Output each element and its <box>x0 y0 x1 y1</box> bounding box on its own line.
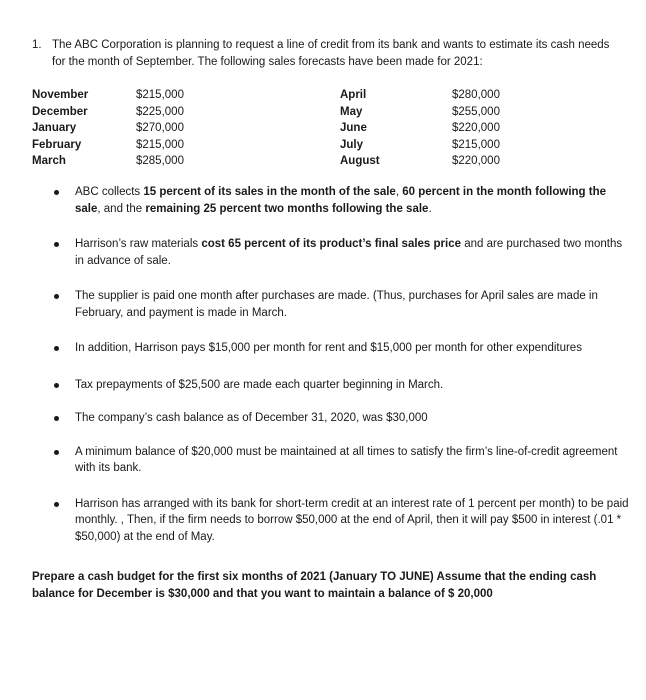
forecast-amount: $270,000 <box>136 122 184 135</box>
list-item <box>40 288 630 321</box>
forecast-row <box>32 120 206 137</box>
bullet-icon <box>54 346 59 351</box>
bullet-emphasis: remaining 25 percent two months following the sale <box>145 202 429 215</box>
forecast-row <box>340 137 522 154</box>
list-item <box>40 184 630 217</box>
bullet-text: The company’s cash balance as of December 31, 2020, was $30,000 <box>75 412 428 424</box>
bullet-icon <box>54 242 59 247</box>
forecast-month: July <box>340 138 364 151</box>
forecast-amount: $225,000 <box>136 105 184 118</box>
forecast-month: February <box>32 138 82 151</box>
sales-forecast-left <box>32 87 206 170</box>
forecast-amount: $280,000 <box>452 89 500 101</box>
bullet-text: . <box>428 202 432 215</box>
list-item <box>40 410 630 427</box>
bullet-icon <box>54 502 59 507</box>
bullet-text: Tax prepayments of $25,500 are made each quarter beginning in March. <box>75 378 444 391</box>
bullet-icon <box>54 190 59 195</box>
forecast-row <box>340 104 522 121</box>
forecast-amount: $220,000 <box>452 122 500 135</box>
forecast-month: August <box>340 155 380 168</box>
list-item <box>40 236 630 269</box>
bullet-text: In addition, Harrison pays $15,000 per month for rent and $15,000 per month for other expenditures <box>75 342 582 354</box>
final-instruction: Prepare a cash budget for the first six months of 2021 (January TO JUNE) Assume that the ending cash balance for December is $30,000 and that you want to maintain a balance of $ 20,000 <box>32 571 597 600</box>
forecast-row <box>340 153 522 170</box>
question-number: 1. <box>32 39 42 51</box>
bullet-text: ABC collects <box>75 186 144 198</box>
list-item <box>40 444 630 477</box>
forecast-month: March <box>32 155 66 168</box>
forecast-month: April <box>340 89 367 101</box>
forecast-row <box>32 87 206 104</box>
bullet-text: The supplier is paid one month after purchases are made. (Thus, purchases for April sales are made in February, and payment is made in March. <box>75 290 598 319</box>
bullet-icon <box>54 416 59 421</box>
bullet-emphasis: 15 percent of its sales in the month of the sale <box>143 186 396 198</box>
forecast-amount: $215,000 <box>452 138 500 151</box>
bullet-emphasis: cost 65 percent of its product’s final sales price <box>201 238 462 250</box>
bullet-text: A minimum balance of $20,000 must be maintained at all times to satisfy the firm’s line-of-credit agreement with its bank. <box>75 445 618 474</box>
bullet-text: Harrison’s raw materials <box>75 238 202 250</box>
bullet-text: , <box>395 186 403 198</box>
question <box>32 37 622 71</box>
bullet-text: Harrison has arranged with its bank for short-term credit at an interest rate of 1 percent per month) to be paid monthly. , Then, if the firm needs to borrow $50,000 at the end of April, then it will pay $500 in interest (.01 * $50,000) at the end of May. <box>75 497 629 543</box>
forecast-amount: $285,000 <box>136 155 184 168</box>
list-item <box>40 496 630 546</box>
forecast-amount: $215,000 <box>136 89 184 101</box>
bullet-emphasis: 60 percent in the month following the sale <box>75 186 607 215</box>
bullet-icon <box>54 450 59 455</box>
list-item <box>40 340 630 357</box>
forecast-row <box>32 137 206 154</box>
forecast-month: November <box>32 89 89 101</box>
forecast-amount: $255,000 <box>452 105 500 118</box>
bullet-text: , and the <box>97 202 146 215</box>
question-intro: The ABC Corporation is planning to request a line of credit from its bank and wants to estimate its cash needs for the month of September. The following sales forecasts have been made for 2021: <box>52 39 610 68</box>
sales-forecast-right <box>340 87 522 170</box>
forecast-row <box>340 120 522 137</box>
forecast-month: January <box>32 122 77 135</box>
bullet-icon <box>54 294 59 299</box>
forecast-row <box>340 87 522 104</box>
forecast-row <box>32 104 206 121</box>
bullet-icon <box>54 383 59 388</box>
forecast-amount: $220,000 <box>452 155 500 168</box>
assumption-list <box>40 184 630 545</box>
bullet-text: and are purchased two months in advance of sale. <box>75 238 623 267</box>
forecast-row <box>32 153 206 170</box>
forecast-month: June <box>340 122 367 135</box>
forecast-month: December <box>32 105 88 118</box>
forecast-month: May <box>340 105 363 118</box>
forecast-amount: $215,000 <box>136 138 184 151</box>
list-item <box>40 377 630 394</box>
